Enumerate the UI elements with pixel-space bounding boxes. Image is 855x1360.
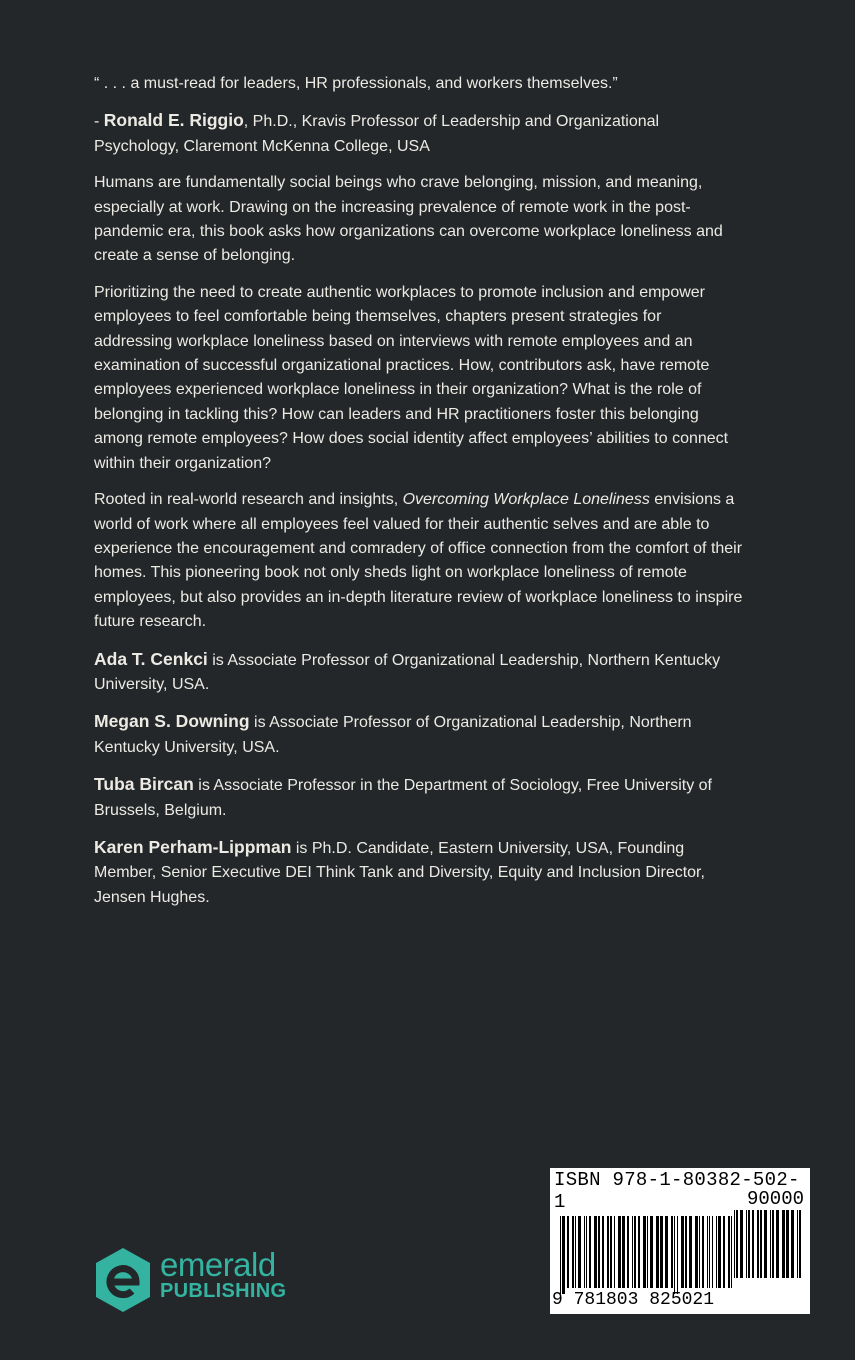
barcode-bar (695, 1216, 698, 1288)
description-paragraph-1: Humans are fundamentally social beings who crave belonging, mission, and meaning, especially at work. Drawing on the increasing prevalence of remote work in the post-pandemic era, this book asks how organizations can overcome workplace loneliness and create a sense of belonging. (94, 174, 723, 265)
barcode-bar (598, 1216, 600, 1288)
description-paragraph-2: Prioritizing the need to create authentic workplaces to promote inclusion and empower employees to feel comfortable being themselves, chapters present strategies for addressing workplace loneliness based on interviews with remote employees and an examination of successful organizational practices. How, contributors ask, have remote employees experienced workplace loneliness in their organization? What is the role of belonging in tackling this? How can leaders and HR practitioners foster this belonging among remote employees? How does social identity affect employees’ abilities to connect within their organization? (94, 283, 729, 472)
barcode-bar (685, 1216, 687, 1288)
endorsement-quote: “ . . . a must-read for leaders, HR professionals, and workers themselves.” (94, 75, 618, 92)
barcode-bar (716, 1216, 717, 1288)
barcode-bar (799, 1210, 801, 1278)
barcode-bar (757, 1210, 759, 1278)
barcode-bar (734, 1210, 735, 1278)
barcode-bar (562, 1216, 565, 1294)
barcode-bar (748, 1210, 750, 1278)
barcode-bar (560, 1216, 561, 1294)
barcode-bar (610, 1216, 612, 1288)
author-name: Karen Perham-Lippman (94, 836, 292, 857)
author-bio-text: is Associate Professor of Organizational Leadership, Northern Kentucky University, USA. (94, 651, 721, 693)
author-bio-text: is Associate Professor in the Department of Sociology, Free University of Brussels, Belgium. (94, 777, 712, 819)
barcode-bar (634, 1216, 636, 1288)
barcode-bar (681, 1216, 684, 1288)
barcode-bar (770, 1210, 771, 1278)
barcode-bar (786, 1210, 789, 1278)
barcode-bar (791, 1210, 794, 1278)
barcode-bar (584, 1216, 585, 1288)
author-bio (94, 835, 744, 910)
barcode-bar (627, 1216, 629, 1288)
endorser-name: Ronald E. Riggio (103, 110, 244, 131)
ean-digits: 9 781803 825021 (552, 1290, 715, 1310)
attribution-prefix: - (94, 113, 104, 131)
author-name: Megan S. Downing (94, 711, 250, 732)
barcode-bar (572, 1216, 574, 1288)
barcode-bar (782, 1210, 785, 1278)
barcode-bar (614, 1216, 615, 1288)
barcode-bar (638, 1216, 640, 1288)
barcode-bar (660, 1216, 663, 1288)
isbn-barcode (550, 1168, 810, 1314)
barcode-bar (622, 1216, 625, 1288)
barcode-bar (740, 1210, 743, 1278)
barcode-bar (709, 1216, 710, 1288)
barcode-bar (752, 1210, 754, 1278)
endorsement-attribution (94, 108, 744, 159)
barcode-bar (647, 1216, 648, 1288)
barcode-bar (702, 1216, 704, 1288)
barcode-bar (760, 1210, 762, 1278)
price-code: 90000 (746, 1188, 804, 1210)
barcode-bar (602, 1216, 604, 1288)
publisher-logo (94, 1246, 294, 1316)
barcode-bar (797, 1210, 798, 1278)
author-bio (94, 709, 744, 760)
emerald-e-hexagon-icon (94, 1246, 152, 1314)
barcode-bar (718, 1216, 721, 1288)
barcode-bar (674, 1216, 675, 1294)
barcode-bar (665, 1216, 668, 1288)
barcode-bar (650, 1216, 653, 1288)
barcode-bar (677, 1216, 678, 1294)
barcode-bar (712, 1216, 713, 1288)
barcode-bar (567, 1216, 569, 1288)
endorser-credentials: , Ph.D., Kravis Professor of Leadership and Organizational Psychology, Claremont McKenna College, USA (94, 113, 660, 155)
ean-barcode-bars (560, 1216, 734, 1294)
author-name: Ada T. Cenkci (94, 648, 208, 669)
book-title: Overcoming Workplace Loneliness (402, 491, 650, 509)
author-name: Tuba Bircan (94, 774, 194, 795)
author-bio-text: is Associate Professor of Organizational Leadership, Northern Kentucky University, USA. (94, 714, 692, 756)
barcode-bar (764, 1210, 767, 1278)
barcode-bar (578, 1216, 581, 1288)
barcode-bar (723, 1216, 725, 1288)
barcode-bar (656, 1216, 659, 1288)
author-bio-text: is Ph.D. Candidate, Eastern University, USA, Founding Member, Senior Executive DEI Think Tank and Diversity, Equity and Inclusion Director, Jensen Hughes. (94, 839, 705, 906)
author-bio (94, 647, 744, 698)
barcode-bar (772, 1210, 774, 1278)
barcode-bar (586, 1216, 587, 1288)
barcode-bar (618, 1216, 621, 1288)
barcode-bar (707, 1216, 708, 1288)
barcode-bar (594, 1216, 597, 1288)
barcode-bar (607, 1216, 609, 1288)
barcode-bar (728, 1216, 730, 1288)
barcode-bar (776, 1210, 779, 1278)
barcode-bar (689, 1216, 692, 1288)
publisher-subtitle: PUBLISHING (160, 1280, 287, 1302)
barcode-bar (632, 1216, 633, 1288)
isbn-number: ISBN 978-1-80382-502-1 (554, 1169, 800, 1213)
barcode-bar (746, 1210, 747, 1278)
paragraph-3-start: Rooted in real-world research and insights, (94, 491, 403, 509)
description-paragraph-3 (94, 488, 744, 634)
barcode-bar (671, 1216, 673, 1288)
barcode-bar (699, 1216, 700, 1288)
barcode-bar (736, 1210, 738, 1278)
back-cover-text (94, 72, 744, 922)
publisher-wordmark: emerald (160, 1246, 276, 1283)
price-barcode-bars (734, 1210, 804, 1284)
barcode-bar (575, 1216, 576, 1288)
author-bio (94, 772, 744, 823)
barcode-bar (589, 1216, 591, 1288)
paragraph-3-rest: envisions a world of work where all employees feel valued for their authentic selves and are able to experience the encouragement and comradery of office connection from the comfort of their homes. This pioneering book not only sheds light on workplace loneliness of remote employees, but also provides an in-depth literature review of workplace loneliness to inspire future research. (94, 491, 743, 631)
barcode-bar (731, 1216, 732, 1288)
barcode-bar (643, 1216, 646, 1288)
